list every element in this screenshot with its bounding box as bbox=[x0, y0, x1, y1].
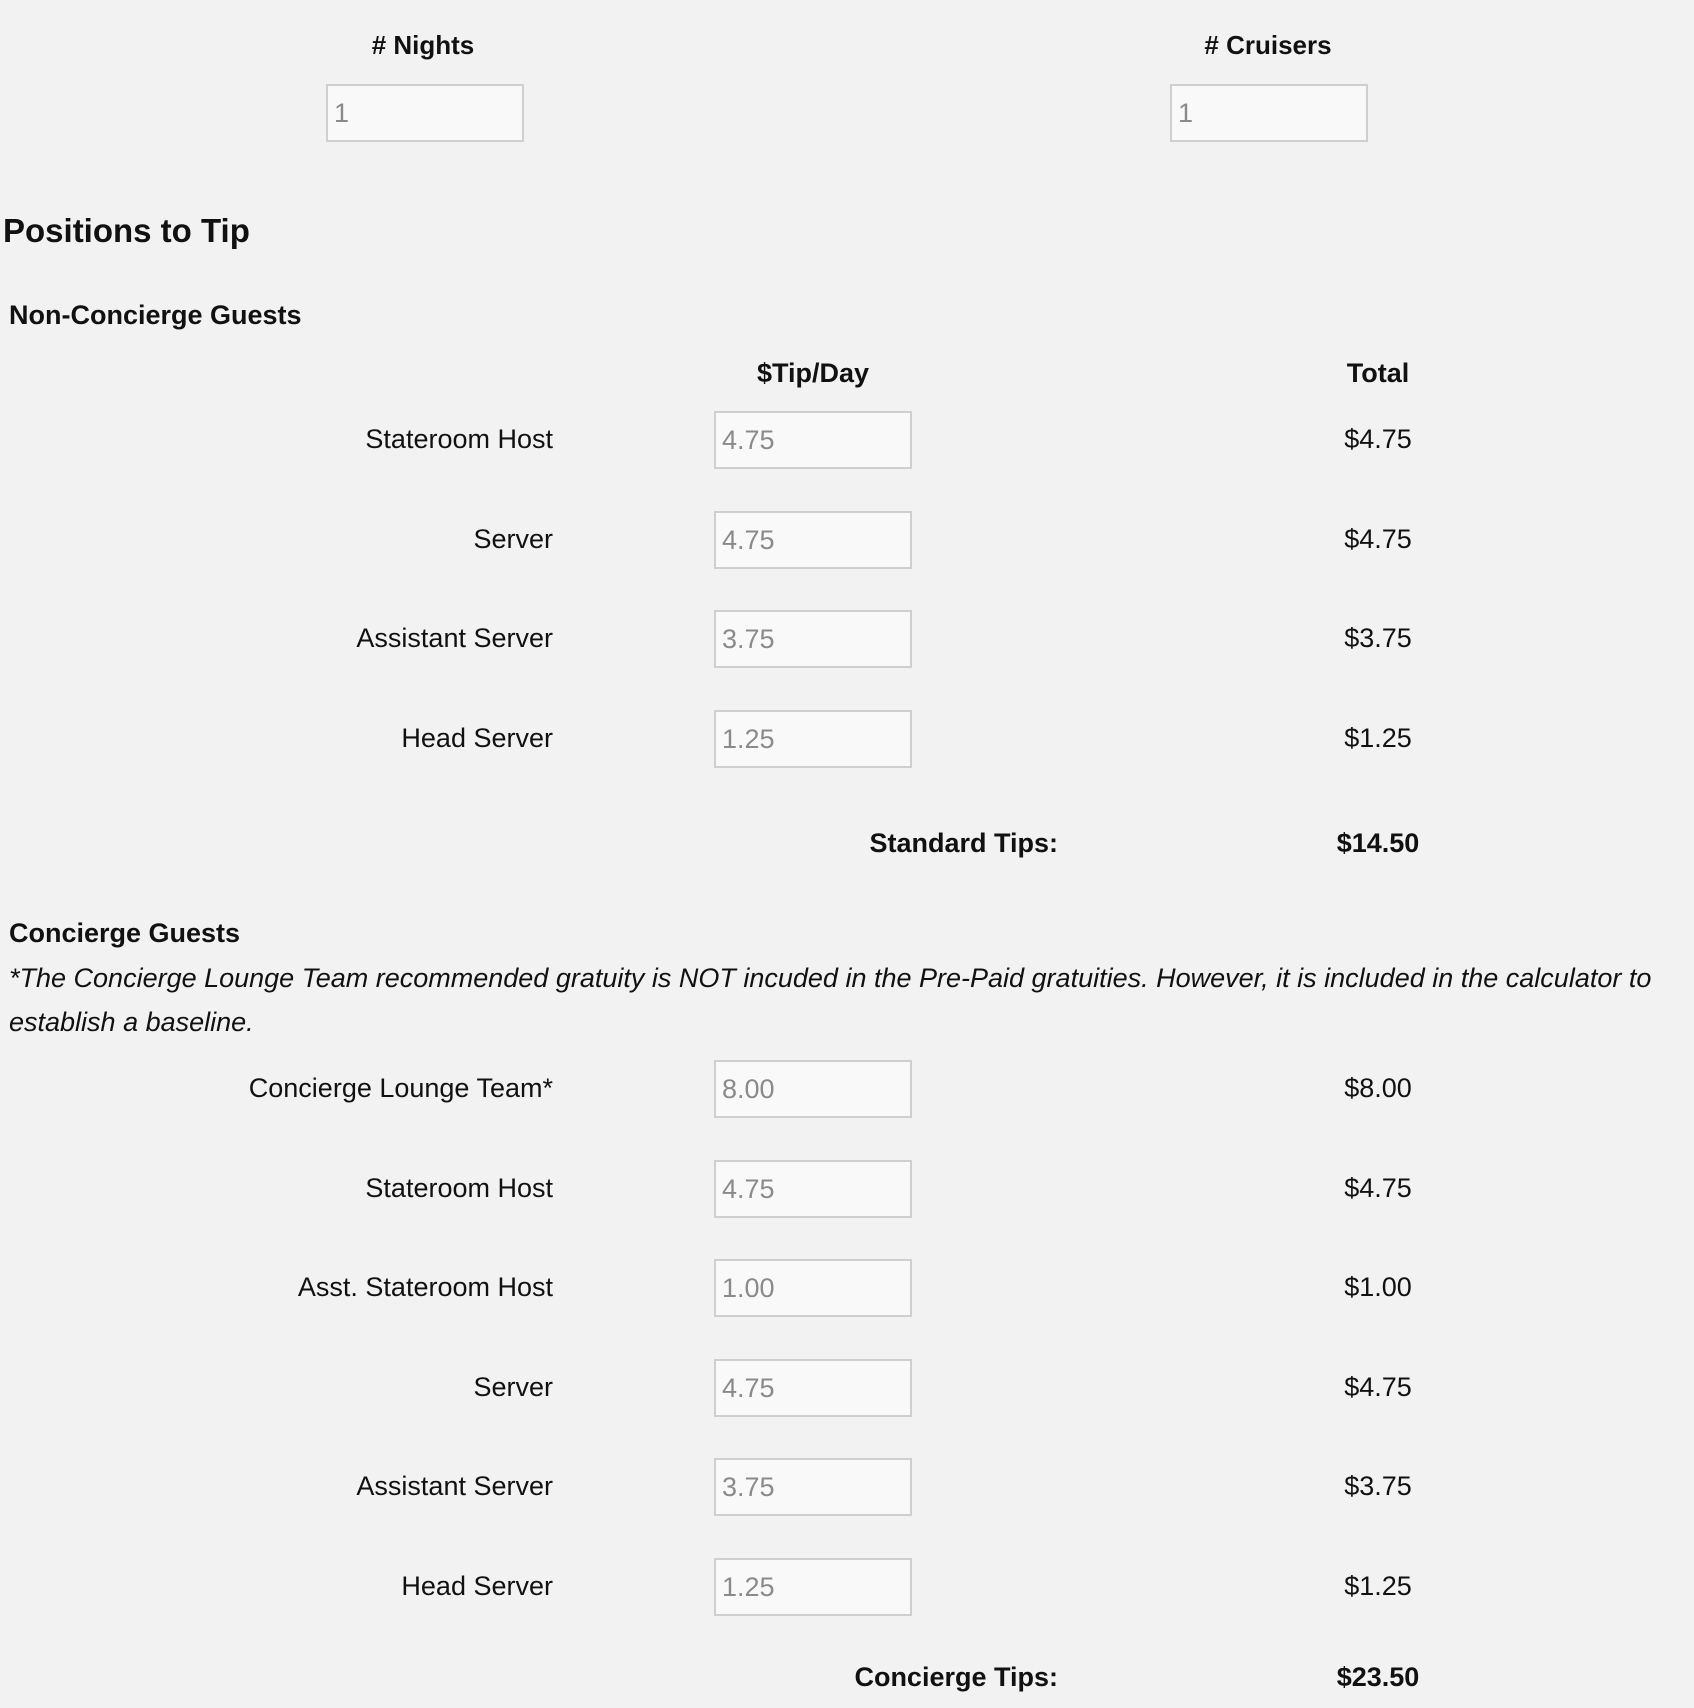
total-header: Total bbox=[1346, 358, 1410, 388]
row-total: $1.00 bbox=[1344, 1272, 1412, 1302]
position-label: Stateroom Host bbox=[365, 424, 553, 454]
row-total: $1.25 bbox=[1344, 1571, 1412, 1601]
position-label: Concierge Lounge Team* bbox=[248, 1073, 553, 1103]
tip-input[interactable] bbox=[714, 1558, 912, 1616]
standard-tips-label: Standard Tips: bbox=[869, 828, 1058, 858]
tip-input[interactable] bbox=[714, 511, 912, 569]
tip-input[interactable] bbox=[714, 1259, 912, 1317]
position-label: Asst. Stateroom Host bbox=[297, 1272, 553, 1302]
row-total: $1.25 bbox=[1344, 723, 1412, 753]
position-label: Head Server bbox=[401, 1571, 553, 1601]
row-total: $8.00 bbox=[1344, 1073, 1412, 1103]
position-label: Head Server bbox=[401, 723, 553, 753]
positions-title: Positions to Tip bbox=[3, 212, 250, 249]
tip-input[interactable] bbox=[714, 1160, 912, 1218]
tip-input[interactable] bbox=[714, 610, 912, 668]
tip-input[interactable] bbox=[714, 1060, 912, 1118]
position-label: Assistant Server bbox=[356, 1471, 553, 1501]
cruisers-input[interactable] bbox=[1170, 84, 1368, 142]
tip-input[interactable] bbox=[714, 1359, 912, 1417]
concierge-note: *The Concierge Lounge Team recommended gratuity is NOT incuded in the Pre-Paid gratuities. However, it is included in the calculator to establish a baseline. bbox=[9, 963, 1652, 1037]
position-label: Server bbox=[473, 524, 553, 554]
nights-label: # Nights bbox=[371, 30, 475, 60]
tip-input[interactable] bbox=[714, 710, 912, 768]
position-label: Server bbox=[473, 1372, 553, 1402]
position-label: Stateroom Host bbox=[365, 1173, 553, 1203]
concierge-tips-label: Concierge Tips: bbox=[854, 1662, 1058, 1692]
standard-tips-total: $14.50 bbox=[1336, 828, 1420, 858]
row-total: $4.75 bbox=[1344, 1372, 1412, 1402]
position-label: Assistant Server bbox=[356, 623, 553, 653]
tip-input[interactable] bbox=[714, 411, 912, 469]
nights-input[interactable] bbox=[326, 84, 524, 142]
row-total: $4.75 bbox=[1344, 424, 1412, 454]
cruisers-label: # Cruisers bbox=[1204, 30, 1332, 60]
row-total: $4.75 bbox=[1344, 524, 1412, 554]
non-concierge-title: Non-Concierge Guests bbox=[9, 300, 302, 330]
row-total: $3.75 bbox=[1344, 623, 1412, 653]
row-total: $4.75 bbox=[1344, 1173, 1412, 1203]
concierge-tips-total: $23.50 bbox=[1336, 1662, 1420, 1692]
tip-input[interactable] bbox=[714, 1458, 912, 1516]
tip-per-day-header: $Tip/Day bbox=[756, 358, 870, 388]
concierge-title: Concierge Guests bbox=[9, 918, 241, 948]
row-total: $3.75 bbox=[1344, 1471, 1412, 1501]
